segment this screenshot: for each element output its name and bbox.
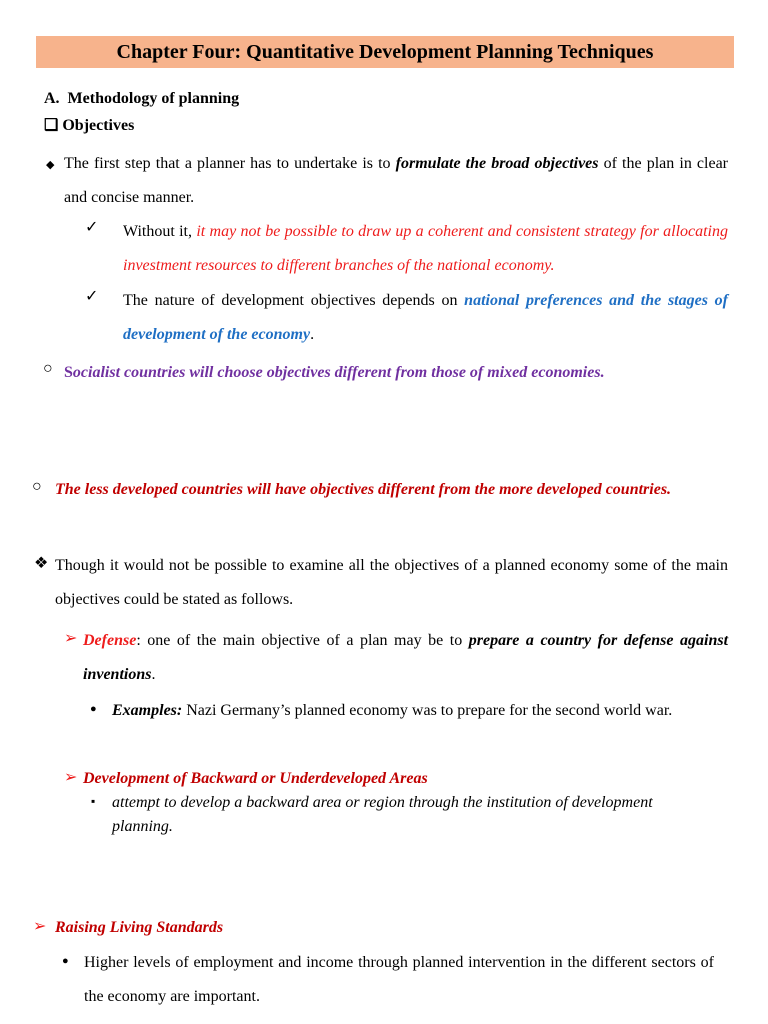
text: : one of the main objective of a plan may be to (136, 632, 469, 649)
paragraph-without-it (123, 215, 728, 283)
paragraph-first-step (64, 147, 728, 215)
chapter-title: Chapter Four: Quantitative Development Planning Techniques (36, 36, 734, 68)
arrow-bullet-icon: ➢ (64, 630, 78, 647)
text: The nature of development objectives depends on (123, 292, 465, 309)
objectives-label: Objectives (62, 117, 135, 134)
circle-bullet-icon: ○ (43, 360, 53, 377)
square-bullet-icon: ❑ (44, 117, 59, 134)
dot-bullet-icon: ● (62, 955, 69, 967)
circle-bullet-icon: ○ (32, 478, 42, 495)
check-icon: ✓ (85, 219, 99, 236)
emphasis-purple: ocialist countries will choose objectives different from those of mixed economies. (72, 364, 605, 381)
development-heading: Development of Backward or Underdeveloped Areas (83, 770, 428, 787)
arrow-bullet-icon: ➢ (33, 918, 47, 935)
emphasis: prepare a country for defense against inventions (83, 632, 729, 683)
diamond-bullet-icon: ◆ (46, 159, 55, 171)
paragraph-nature (123, 284, 728, 352)
text: of the plan in clear and concise manner. (64, 155, 728, 206)
four-diamond-icon: ❖ (34, 555, 49, 572)
text: S (64, 364, 73, 381)
raising-heading: Raising Living Standards (55, 919, 224, 936)
paragraph-examples (112, 694, 728, 728)
small-square-bullet-icon: ▪ (91, 794, 96, 808)
paragraph-development: attempt to develop a backward area or region through the institution of development planning. (112, 794, 653, 835)
emphasis: formulate the broad objectives (395, 155, 599, 172)
defense-label: Defense (83, 632, 137, 649)
objectives-heading (44, 115, 134, 137)
text: Without it, (123, 223, 197, 240)
text: Nazi Germany’s planned economy was to prepare for the second world war. (182, 702, 673, 719)
emphasis-blue: national preferences and the stages of development of the economy (123, 292, 728, 343)
text: The first step that a planner has to undertake is to (64, 155, 396, 172)
examples-label: Examples: (112, 702, 183, 719)
paragraph-raising: Higher levels of employment and income through planned intervention in the different sectors of the economy are important. (84, 954, 714, 1005)
text: . (151, 666, 156, 683)
paragraph-main-objectives: Though it would not be possible to examine all the objectives of a planned economy some of the main objectives could be stated as follows. (55, 557, 728, 608)
dot-bullet-icon: ● (90, 703, 97, 715)
paragraph-defense (83, 624, 728, 692)
paragraph-socialist (64, 361, 605, 385)
check-icon: ✓ (85, 288, 99, 305)
paragraph-less-developed: The less developed countries will have objectives different from the more developed countries. (55, 481, 672, 498)
emphasis-red: it may not be possible to draw up a coherent and consistent strategy for allocating investment resources to different branches of the national economy. (123, 223, 729, 274)
text: . (310, 326, 315, 343)
arrow-bullet-icon: ➢ (64, 769, 78, 786)
section-heading: A. Methodology of planning (44, 90, 240, 107)
